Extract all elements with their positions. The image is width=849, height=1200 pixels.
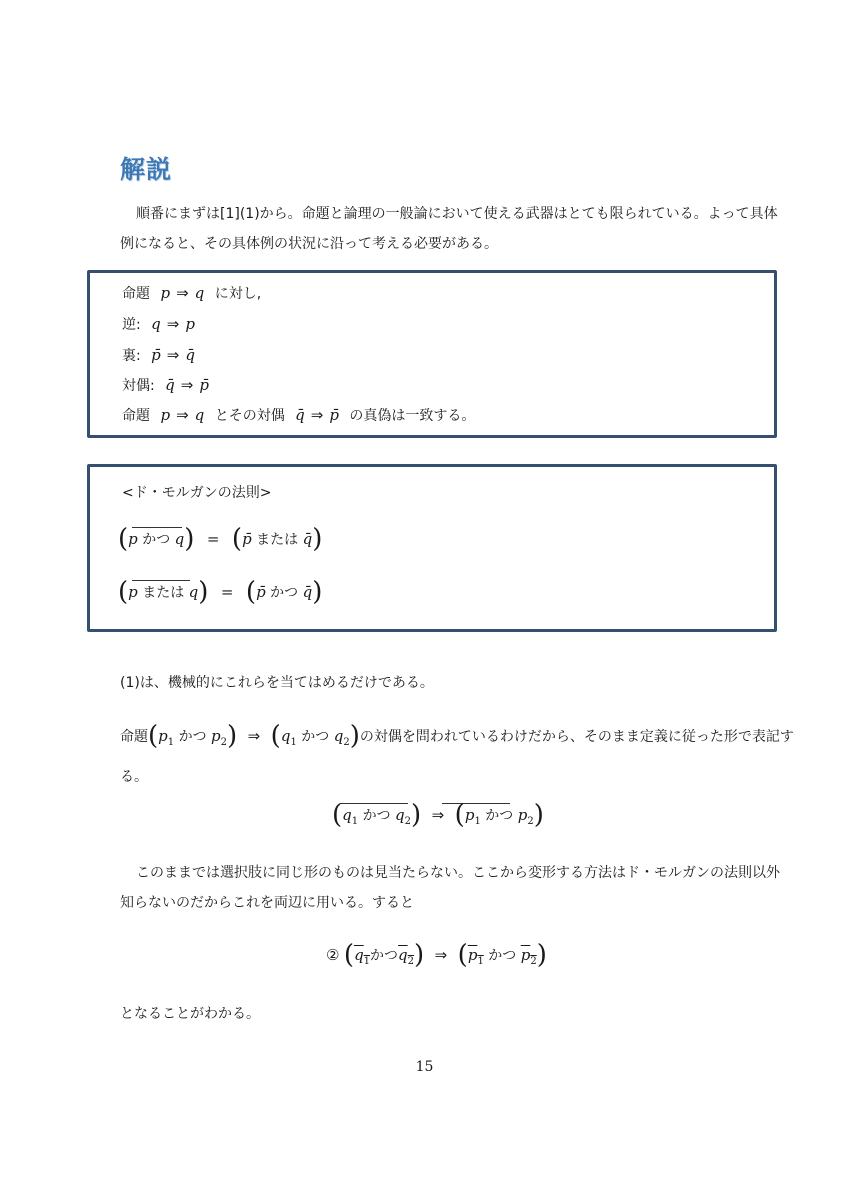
paragraph-3-line-2: 知らないのだからこれを両辺に用いる。すると [120,895,414,911]
paragraph-2-line-1: 命題($p_1$ かつ $p_2$) ⇒ ($q_1$ かつ $q_2$)の対偶を問われているわけだから、そのまま定義に従った形で表記す [120,721,794,751]
de-morgan-law-2: (p または q) = (p̄ かつ q̄) [118,577,323,607]
def-line-converse: 逆: q ⇒ p [122,315,195,333]
def-line-inverse: 裏: p̄ ⇒ q̄ [122,346,195,364]
def-line-proposition: 命題 p ⇒ q に対し, [122,284,262,302]
de-morgan-title: <ド・モルガンの法則> [122,485,272,501]
page-heading: 解説 [120,155,173,184]
paragraph-2-line-2: る。 [120,769,148,785]
intro-line-2: 例になると、その具体例の状況に沿って考える必要がある。 [120,236,498,252]
definition-box [87,270,777,438]
intro-line-1: 順番にまずは[1](1)から。命題と論理の一般論において使える武器はとても限られている。よって具体 [136,206,778,222]
paragraph-3-line-1: このままでは選択肢に同じ形のものは見当たらない。ここから変形する方法はド・モルガンの法則以外 [136,865,780,881]
def-line-equivalence: 命題 p ⇒ q とその対偶 q̄ ⇒ p̄ の真偽は一致する。 [122,406,476,424]
conclusion: となることがわかる。 [120,1006,260,1022]
def-line-contrapositive: 対偶: q̄ ⇒ p̄ [122,376,209,394]
equation-answer-2: ② ($q_1$かつ$q_2$) ⇒ ($p_1$ かつ $p_2$) [326,940,547,970]
paragraph-1: (1)は、機械的にこれらを当てはめるだけである。 [120,675,434,691]
de-morgan-box [87,464,777,632]
page-number: 15 [415,1059,434,1075]
de-morgan-law-1: (p かつ q) = (p̄ または q̄) [118,524,323,554]
equation-contrapositive: ($q_1$ かつ $q_2$) ⇒ ($p_1$ かつ $p_2$) [332,800,544,830]
